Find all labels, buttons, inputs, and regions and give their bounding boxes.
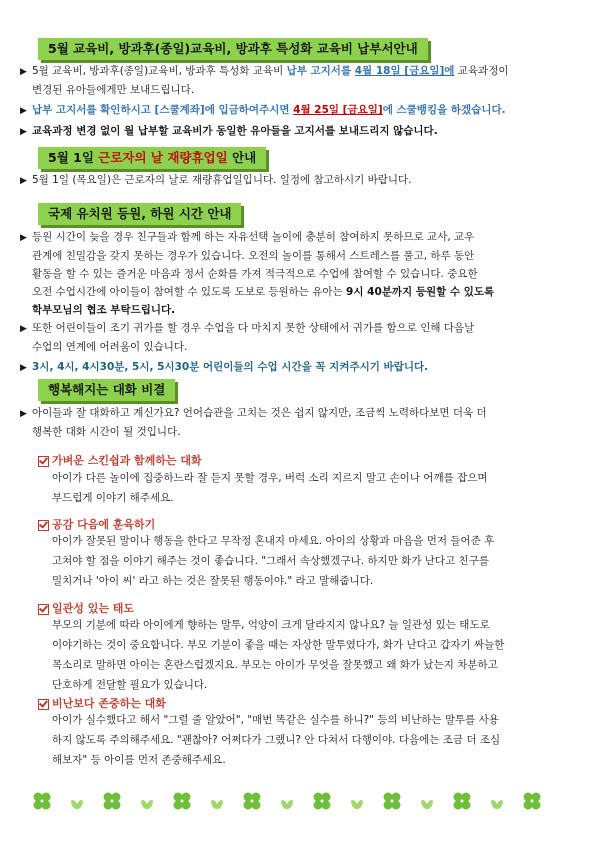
tuition-line-1-cont: 변경된 유아들에게만 보내드립니다. xyxy=(32,84,195,96)
tuition-line-1: ▶ 5월 교육비, 방과후(종일)교육비, 방과후 특성화 교육비 납부 고지서를 4월 18일 [금요일]에 교육과정이 xyxy=(20,62,575,81)
tuition-line-3: ▶ 교육과정 변경 없이 월 납부할 교육비가 동일한 유아들을 고지서를 보내드리지 않습니다. xyxy=(20,122,575,141)
tip-body: 아이가 잘못된 말이나 행동을 한다고 무작정 혼내지 마세요. 아이의 상황과 마음을 먼저 들어준 후 고쳐야 할 점을 이야기 해주는 것이 좋습니다. "그래서 속상했겠구나. 하지만 화가 난다고 친구를 밀치거나 '아이 씨' 라고 하는 것은 잘못된 행동이야." 라고 말해줍니다. xyxy=(52,535,495,587)
leaf-icon xyxy=(420,799,435,810)
clover-icon xyxy=(104,793,121,810)
tip-heading: 비난보다 존중하는 대화 xyxy=(38,695,166,711)
talk-intro: ▶ 아이들과 잘 대화하고 계신가요? 언어습관을 고치는 것은 쉽지 않지만, 조금씩 노력하다보면 더욱 더 행복한 대화 시간이 될 것입니다. xyxy=(20,407,487,438)
tuition-line-2: ▶ 납부 고지서를 확인하시고 [스쿨계좌]에 입금하여주시면 4월 25일 [금요일]에 스쿨뱅킹을 하겠습니다. xyxy=(20,101,575,120)
leaf-icon xyxy=(210,799,225,810)
bullet-icon: ▶ xyxy=(20,409,27,419)
tuition-paragraph xyxy=(20,62,575,141)
leaf-icon xyxy=(490,799,505,810)
bullet-icon: ▶ xyxy=(20,233,27,243)
clover-icon xyxy=(244,793,261,810)
tip-body: 부모의 기분에 따라 아이에게 향하는 말투, 억양이 크게 달라지지 않나요? 늘 일관성 있는 태도로 이야기하는 것이 중요합니다. 부모 기분이 좋을 때는 자상한 말투였다가, 화가 난다고 갑자기 싸늘한 목소리로 말하면 아이는 혼란스럽겠지요. 부모는 아이가 무엇을 잘못했고 왜 화가 났는지 차분하고 단호하게 전달할 필요가 있습니다. xyxy=(52,619,505,691)
section-title-talk: 행복해지는 대화 비결 xyxy=(38,379,175,401)
clover-icon xyxy=(384,793,401,810)
checkbox-checked-icon xyxy=(38,699,49,710)
section-title-hours: 국제 유치원 등원, 하원 시간 안내 xyxy=(38,203,241,225)
hours-paragraph: ▶ 등원 시간이 늦을 경우 친구들과 함께 하는 자유선택 놀이에 충분히 참여하지 못하므로 교사, 교우 관계에 친밀감을 갖지 못하는 경우가 있습니다. 오전의 놀이를 통해서 스트레스를 풀고, 하루 동안 활동을 할 수 있는 즐거운 마음과 정서 순화를 가져 적극적으로 수업에 참여할 수 있습니다. 중요한 오전 수업시간에 아이들이 참여할 수 있도록 도보로 등원하는 유아는 9시 40분까지 등원할 수 있도록 학부모님의 협조 부탁드립니다. ▶ 또한 어린이들이 조기 귀가를 할 경우 수업을 다 마치지 못한 상태에서 귀가를 함으로 인해 다음날 수업의 연계에 어려움이 있습니다. ▶ 3시, 4시, 4시30분, 5시, 5시30분 어린이들의 수업 시간을 꼭 지켜주시기 바랍니다. xyxy=(20,228,575,377)
section-title-tuition xyxy=(38,38,428,60)
clover-border xyxy=(30,783,570,819)
checkbox-checked-icon xyxy=(38,456,49,467)
bullet-icon: ▶ xyxy=(20,176,27,186)
clover-icon xyxy=(454,793,471,810)
clover-icon xyxy=(524,793,541,810)
leaf-icon xyxy=(350,799,365,810)
holiday-paragraph xyxy=(20,171,575,190)
bullet-icon: ▶ xyxy=(20,324,27,334)
tip-body: 아이가 다른 놀이에 집중하느라 잘 듣지 못할 경우, 버럭 소리 지르지 말고 손이나 어깨를 잡으며 부드럽게 이야기 해주세요. xyxy=(52,472,488,504)
clover-icon xyxy=(174,793,191,810)
bullet-icon: ▶ xyxy=(20,67,27,77)
bullet-icon: ▶ xyxy=(20,127,27,137)
clover-icon xyxy=(314,793,331,810)
leaf-icon xyxy=(140,799,155,810)
checkbox-checked-icon xyxy=(38,604,49,615)
bullet-icon: ▶ xyxy=(20,106,27,116)
leaf-icon xyxy=(70,799,85,810)
section-title-text: 5월 교육비, 방과후(종일)교육비, 방과후 특성화 교육비 납부서안내 xyxy=(48,41,418,56)
tip-heading: 가벼운 스킨쉽과 함께하는 대화 xyxy=(38,452,202,468)
clover-icon xyxy=(34,793,51,810)
section-title-holiday: 5월 1일 근로자의 날 재량휴업일 안내 xyxy=(38,147,266,169)
bullet-icon: ▶ xyxy=(20,363,27,373)
holiday-line-1: ▶ 5월 1일 (목요일)은 근로자의 날로 재량휴업일입니다. 일정에 참고하시기 바랍니다. xyxy=(20,171,575,190)
checkbox-checked-icon xyxy=(38,520,49,531)
tip-heading: 일관성 있는 태도 xyxy=(38,600,134,616)
tip-heading: 공감 다음에 훈육하기 xyxy=(38,516,155,532)
leaf-icon xyxy=(280,799,295,810)
tip-body: 아이가 실수했다고 해서 "그럴 줄 알았어", "매번 똑같은 실수를 하니?" 등의 비난하는 말투를 사용 하지 않도록 주의해주세요. "괜찮아? 어쩌다가 그랬니? 안 다쳐서 다행이야. 다음에는 조금 더 조심 해보자" 등 아이를 먼저 존중해주세요. xyxy=(52,714,501,766)
